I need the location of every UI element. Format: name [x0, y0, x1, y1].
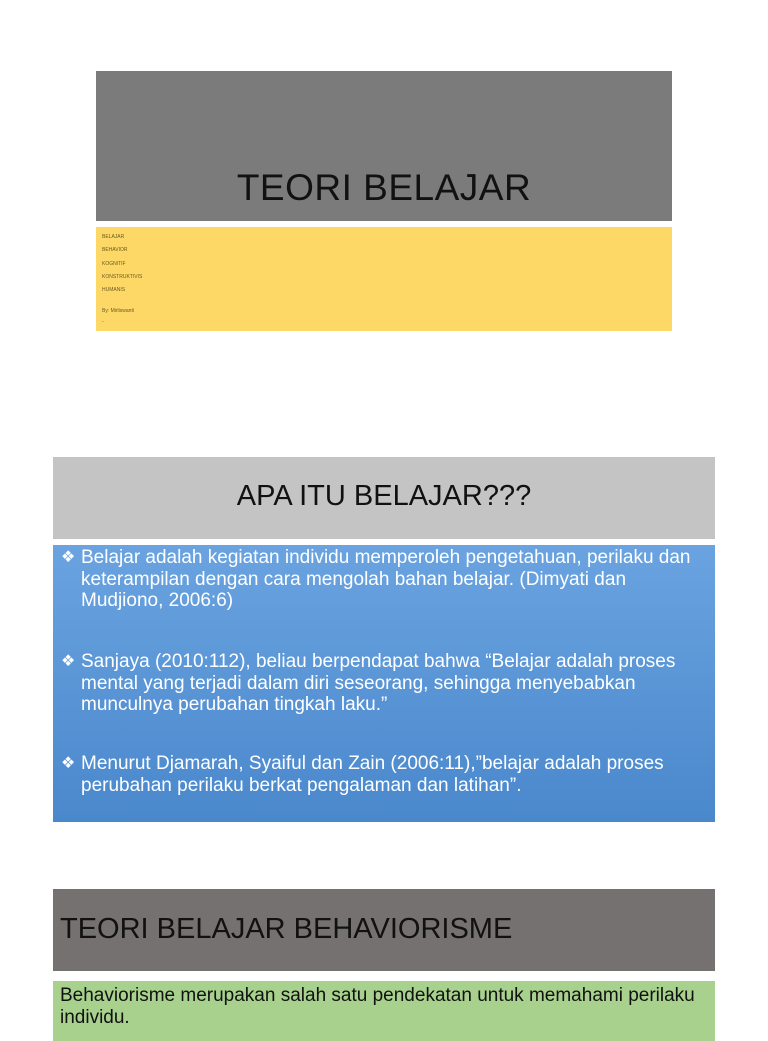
topic-item: KONSTRUKTIVIS: [102, 273, 143, 280]
topic-item: BEHAVIOR: [102, 247, 128, 254]
topics-panel: [96, 227, 672, 331]
section-header-apa: [53, 457, 715, 539]
diamond-bullet-icon: ❖: [61, 549, 76, 566]
behaviorisme-panel: [53, 981, 715, 1041]
section-title-behaviorisme: TEORI BELAJAR BEHAVIORISME: [60, 913, 513, 945]
topic-item: KOGNITIF: [102, 260, 126, 267]
section-header-behaviorisme: [53, 889, 715, 971]
definition-text: Belajar adalah kegiatan individu memperoleh pengetahuan, perilaku dan keterampilan dengan cara mengolah bahan belajar. (Dimyati dan Mudjiono, 2006:6): [81, 547, 691, 611]
definition-bullet: [61, 753, 711, 796]
topics-list: [102, 231, 142, 297]
behaviorisme-text: Behaviorisme merupakan salah satu pendekatan untuk memahami perilaku individu.: [60, 985, 695, 1028]
diamond-bullet-icon: ❖: [61, 653, 76, 670]
author-credit: By: Mirliswanti: [102, 308, 134, 314]
trailing-mark: -: [102, 319, 104, 325]
definition-text: Menurut Djamarah, Syaiful dan Zain (2006:11),”belajar adalah proses perubahan perilaku berkat pengalaman dan latihan”.: [81, 753, 664, 796]
title-slide-header: [96, 71, 672, 221]
topic-item: HUMANIS: [102, 287, 126, 294]
section-title-apa: APA ITU BELAJAR???: [236, 480, 532, 512]
definitions-panel: [53, 545, 715, 822]
topic-item: BELAJAR: [102, 234, 125, 240]
definition-bullet: [61, 547, 711, 612]
definition-text: Sanjaya (2010:112), beliau berpendapat bahwa “Belajar adalah proses mental yang terjadi dalam diri seseorang, sehingga menyebabkan munculnya perubahan tingkah laku.”: [81, 651, 676, 715]
diamond-bullet-icon: ❖: [61, 755, 76, 772]
slide-title: TEORI BELAJAR: [236, 167, 532, 208]
definition-bullet: [61, 651, 711, 716]
